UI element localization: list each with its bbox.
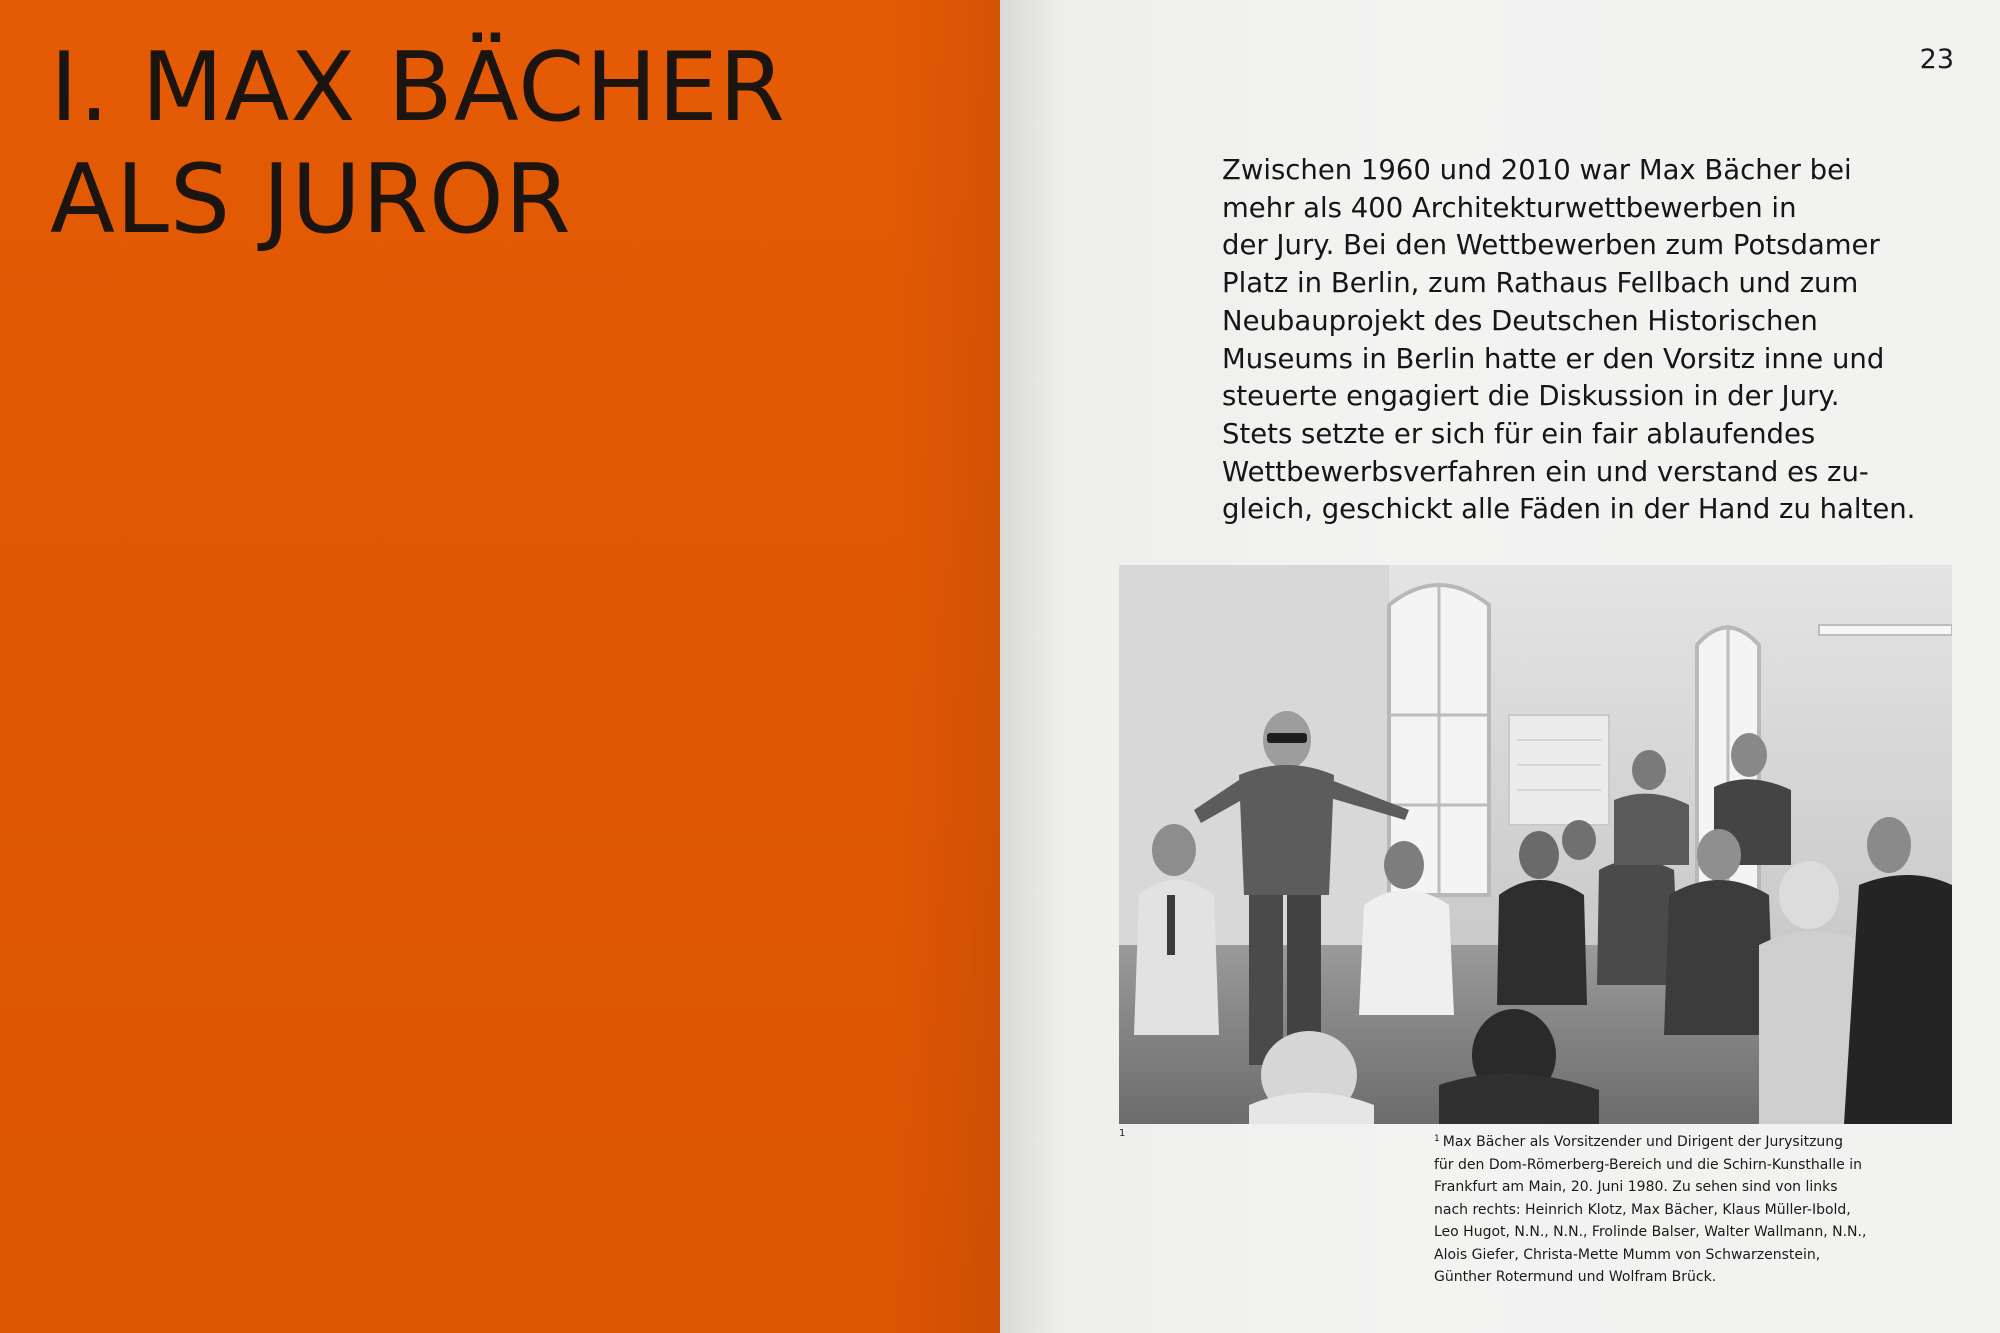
figure-caption	[1434, 1128, 1974, 1289]
caption-line: Leo Hugot, N.N., N.N., Frolinde Balser, Walter Wallmann, N.N.,	[1434, 1224, 1867, 1240]
caption-line: Frankfurt am Main, 20. Juni 1980. Zu sehen sind von links	[1434, 1179, 1838, 1195]
chapter-title-line-1: I. MAX BÄCHER	[50, 33, 786, 143]
caption-line: für den Dom-Römerberg-Bereich und die Schirn-Kunsthalle in	[1434, 1156, 1862, 1173]
caption-line: nach rechts: Heinrich Klotz, Max Bächer, Klaus Müller-Ibold,	[1434, 1201, 1851, 1218]
body-line: Platz in Berlin, zum Rathaus Fellbach und zum	[1222, 267, 1859, 300]
body-line: gleich, geschickt alle Fäden in der Hand zu halten.	[1222, 493, 1916, 526]
caption-line-text: Max Bächer als Vorsitzender und Dirigent der Jurysitzung	[1442, 1134, 1844, 1150]
right-page	[1000, 0, 2000, 1333]
page-number: 23	[1919, 44, 1954, 75]
body-line: Stets setzte er sich für ein fair ablaufendes	[1222, 417, 1816, 450]
body-line: mehr als 400 Architekturwettbewerben in	[1222, 191, 1797, 224]
jury-meeting-photo	[1119, 565, 1952, 1124]
body-paragraph	[1222, 152, 1982, 529]
caption-marker: 1	[1434, 1134, 1440, 1144]
body-line: Museums in Berlin hatte er den Vorsitz inne und	[1222, 342, 1885, 375]
caption-line	[1434, 1128, 1974, 1154]
body-line: steuerte engagiert die Diskussion in der Jury.	[1222, 380, 1840, 413]
body-line: Neubauprojekt des Deutschen Historischen	[1222, 304, 1818, 337]
caption-line: Günther Rotermund und Wolfram Brück.	[1434, 1269, 1717, 1285]
figure-number: 1	[1119, 1128, 1126, 1139]
caption-line: Alois Giefer, Christa-Mette Mumm von Schwarzenstein,	[1434, 1246, 1821, 1263]
body-line: Zwischen 1960 und 2010 war Max Bächer bei	[1222, 154, 1852, 186]
body-line: der Jury. Bei den Wettbewerben zum Potsdamer	[1222, 229, 1880, 262]
body-line: Wettbewerbsverfahren ein und verstand es zu-	[1222, 455, 1869, 488]
chapter-title	[50, 32, 786, 256]
chapter-title-line-2: ALS JUROR	[50, 145, 572, 255]
